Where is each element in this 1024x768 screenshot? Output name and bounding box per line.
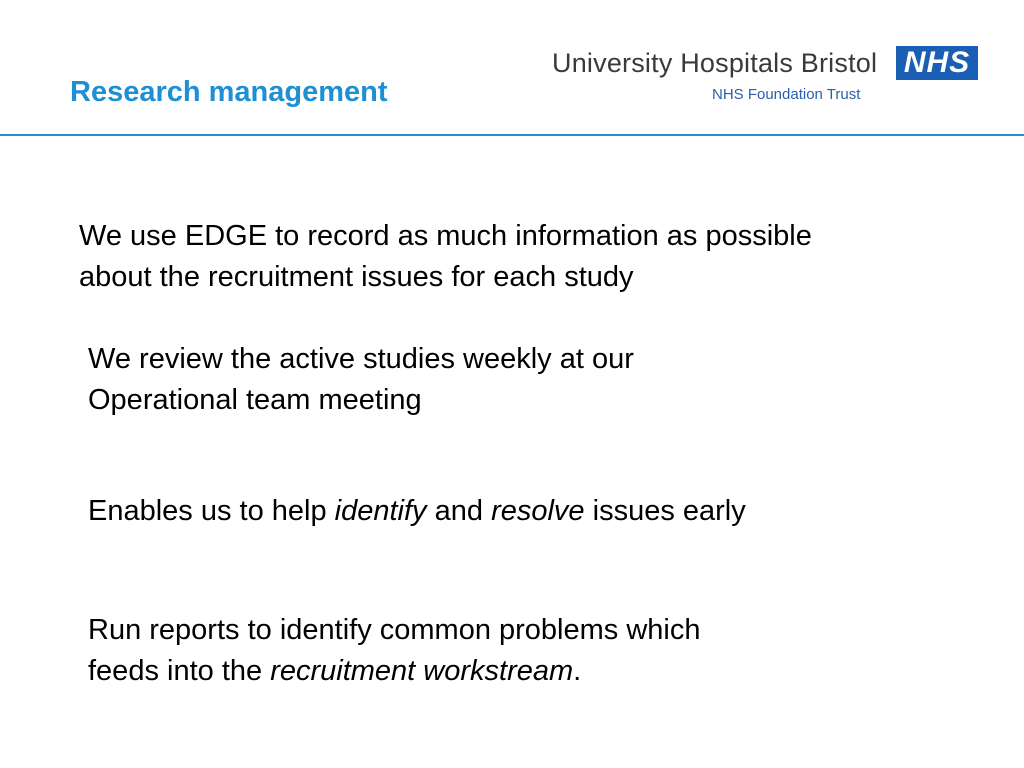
paragraph-line: We use EDGE to record as much information as possible [79, 220, 812, 252]
header-divider [0, 134, 1024, 136]
paragraph-line [88, 651, 848, 692]
emphasis-identify: identify [334, 495, 427, 527]
text-span: issues early [584, 495, 746, 527]
paragraph-edge [79, 216, 979, 298]
paragraph-line: Run reports to identify common problems which [88, 614, 701, 646]
text-span: feeds into the [88, 655, 271, 687]
emphasis-recruitment-workstream: recruitment workstream [270, 655, 574, 687]
text-span: . [573, 655, 582, 687]
nhs-logo: NHS [896, 46, 978, 80]
text-span: Enables us to help [88, 495, 335, 527]
organization-subtitle: NHS Foundation Trust [712, 86, 861, 103]
paragraph-line: We review the active studies weekly at our [88, 343, 634, 375]
slide-title: Research management [70, 76, 388, 108]
text-span: and [426, 495, 492, 527]
paragraph-enables [88, 491, 988, 532]
paragraph-reports [88, 610, 848, 692]
organization-name: University Hospitals Bristol [552, 48, 878, 78]
emphasis-resolve: resolve [491, 495, 585, 527]
paragraph-line: about the recruitment issues for each study [79, 261, 634, 293]
paragraph-line: Operational team meeting [88, 384, 422, 416]
paragraph-weekly-review [88, 339, 788, 421]
